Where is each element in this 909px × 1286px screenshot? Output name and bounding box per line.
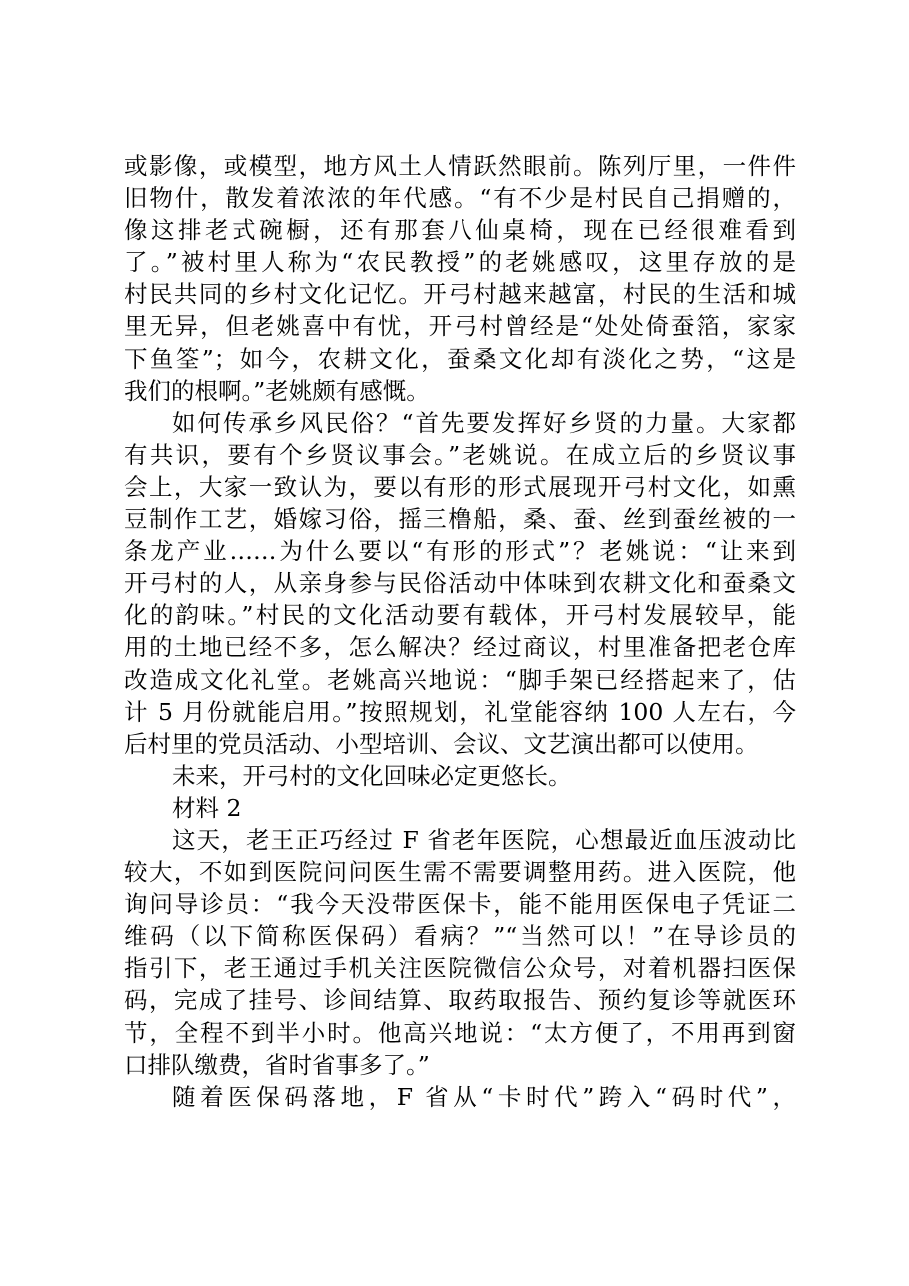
text-line: 化的韵味。”村民的文化活动要有载体，开弓村发展较早，能 (124, 601, 796, 630)
text-line: 会上，大家一致认为，要以有形的形式展现开弓村文化，如熏 (124, 472, 796, 501)
paragraph-start-line: 随着医保码落地，F 省从“卡时代”跨入“码时代”， (172, 1082, 796, 1111)
text-line: 开弓村的人，从亲身参与民俗活动中体味到农耕文化和蚕桑文 (124, 569, 796, 598)
section-heading: 材料 2 (172, 793, 242, 822)
paragraph-start-line: 如何传承乡风民俗？“首先要发挥好乡贤的力量。大家都 (172, 408, 796, 437)
text-line: 后村里的党员活动、小型培训、会议、文艺演出都可以使用。 (124, 729, 759, 758)
paragraph-line: 未来，开弓村的文化回味必定更悠长。 (172, 761, 572, 790)
text-line: 较大，不如到医院问问医生需不需要调整用药。进入医院，他 (124, 858, 796, 887)
text-line: 计 5 月份就能启用。”按照规划，礼堂能容纳 100 人左右，今 (124, 697, 796, 726)
text-line: 了。”被村里人称为“农民教授”的老姚感叹，这里存放的是 (124, 248, 796, 277)
text-line: 改造成文化礼堂。老姚高兴地说：“脚手架已经搭起来了，估 (124, 665, 796, 694)
text-line: 维码（以下简称医保码）看病？”“当然可以！”在导诊员的 (124, 922, 796, 951)
text-line: 村民共同的乡村文化记忆。开弓村越来越富，村民的生活和城 (124, 280, 796, 309)
text-line: 条龙产业……为什么要以“有形的形式”？老姚说：“让来到 (124, 537, 796, 566)
text-line: 下鱼筌”；如今，农耕文化，蚕桑文化却有淡化之势，“这是 (124, 344, 796, 373)
text-line: 豆制作工艺，婚嫁习俗，摇三橹船，桑、蚕、丝到蚕丝被的一 (124, 505, 796, 534)
text-line: 口排队缴费，省时省事多了。” (124, 1050, 430, 1079)
text-line: 指引下，老王通过手机关注医院微信公众号，对着机器扫医保 (124, 954, 796, 983)
text-line: 码，完成了挂号、诊间结算、取药取报告、预约复诊等就医环 (124, 986, 796, 1015)
text-line: 节，全程不到半小时。他高兴地说：“太方便了，不用再到窗 (124, 1018, 796, 1047)
text-line: 询问导诊员：“我今天没带医保卡，能不能用医保电子凭证二 (124, 890, 796, 919)
text-line: 有共识，要有个乡贤议事会。”老姚说。在成立后的乡贤议事 (124, 440, 796, 469)
text-line: 或影像，或模型，地方风土人情跃然眼前。陈列厅里，一件件 (124, 152, 796, 180)
text-line: 像这排老式碗橱，还有那套八仙桌椅，现在已经很难看到 (124, 216, 796, 245)
text-line: 旧物什，散发着浓浓的年代感。“有不少是村民自己捐赠的， (124, 184, 796, 213)
text-line: 里无异，但老姚喜中有忧，开弓村曾经是“处处倚蚕箔，家家 (124, 312, 796, 341)
text-line: 用的土地已经不多，怎么解决？经过商议，村里准备把老仓库 (124, 633, 796, 662)
text-line: 我们的根啊。”老姚颇有感慨。 (124, 376, 430, 405)
paragraph-start-line: 这天，老王正巧经过 F 省老年医院，心想最近血压波动比 (172, 825, 796, 854)
body-text (124, 150, 796, 1113)
